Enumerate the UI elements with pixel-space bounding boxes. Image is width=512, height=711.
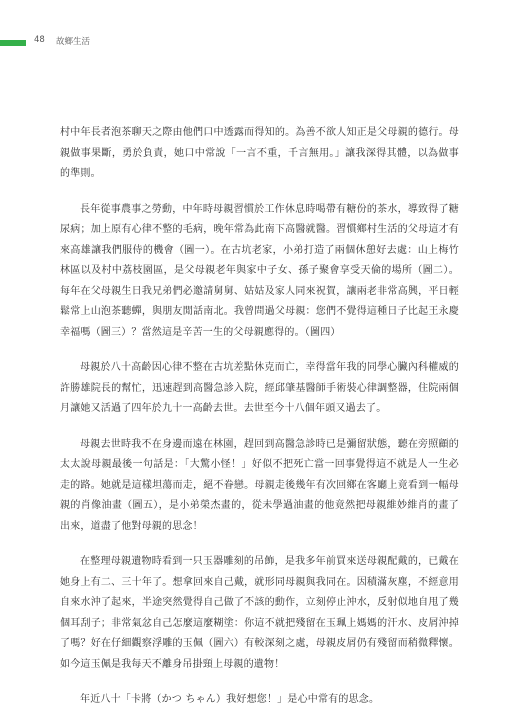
- paragraph-4: 母親去世時我不在身邊而遠在林園，趕回到高醫急診時已是彌留狀態，聽在旁照顧的太太說母親最後一句話是：「大驚小怪！」好似不把死亡當一回事覺得這不就是人一生必走的路。她就是這樣坦蕩而走，絕不眷戀。母親走後幾年有次回鄉在客廳上竟看到一幅母親的肖像油畫（圖五），是小弟榮杰畫的，從未學過油畫的他竟然把母親維妙維肖的畫了出來，道盡了他對母親的思念！: [60, 438, 459, 532]
- running-title: 故鄉生活: [56, 37, 91, 47]
- paragraph-3: 母親於八十高齡因心律不整在古坑差點休克而亡，幸得當年我的同學心臟內科權威的許勝雄院長的幫忙，迅速趕到高醫急診入院，經邱肇基醫師手術裝心律調整器，住院兩個月讓她又活過了四年於九十一高齡去世。去世至今十八個年頭又過去了。: [60, 362, 459, 414]
- header-accent-bar: [0, 40, 26, 46]
- body-text: [60, 123, 459, 711]
- paragraph-6: 年近八十「卡將（かつ ちゃん）我好想您！」是心中常有的思念。: [80, 694, 380, 705]
- paragraph-2: 長年從事農事之勞動，中年時母親習慣於工作休息時喝帶有糖份的茶水，導致得了糖尿病；加上原有心律不整的毛病，晚年常為此南下高醫就醫。習慣鄉村生活的父母這才有來高雄讓我們服侍的機會（圖一）。在古坑老家，小弟打造了兩個休憩好去處：山上梅竹林區以及村中荔枝園區，是父母親老年與家中子女、孫子聚會享受天倫的場所（圖二）。每年在父母親生日我兄弟們必邀請舅舅、姑姑及家人同來祝賀，讓兩老非常高興，平日輕鬆常上山泡茶聽蟬，與朋友閒話南北。我曾問過父母親：您們不覺得這種日子比起王永慶幸福嗎（圖三）？當然這是辛苦一生的父母親應得的。（圖四）: [60, 203, 459, 338]
- page-number: 48: [34, 35, 45, 45]
- paragraph-1: 村中年長者泡茶聊天之際由他們口中透露而得知的。為善不欲人知正是父母親的德行。母親做事果斷，勇於負責，她口中常說「一言不重，千言無用。」讓我深得其體，以為做事的準則。: [60, 127, 459, 179]
- paragraph-5: 在整理母親遺物時看到一只玉器雕刻的吊飾，是我多年前買來送母親配戴的，已戴在她身上有二、三十年了。想拿回來自己戴，就形同母親與我同在。因積滿灰塵，不經意用自來水沖了起來，半途突然覺得自己做了不該的動作，立刻停止沖水，反射似地自甩了幾個耳刮子；非常氣忿自己怎麼這麼糊塗：你這不就把殘留在玉珮上媽媽的汗水、皮屑沖掉了嗎？好在仔細觀察浮雕的玉佩（圖六）有較深刻之處，母親皮屑仍有殘留而稍微釋懷。如今這玉佩是我每天不離身吊掛頸上母親的遺物！: [60, 556, 459, 670]
